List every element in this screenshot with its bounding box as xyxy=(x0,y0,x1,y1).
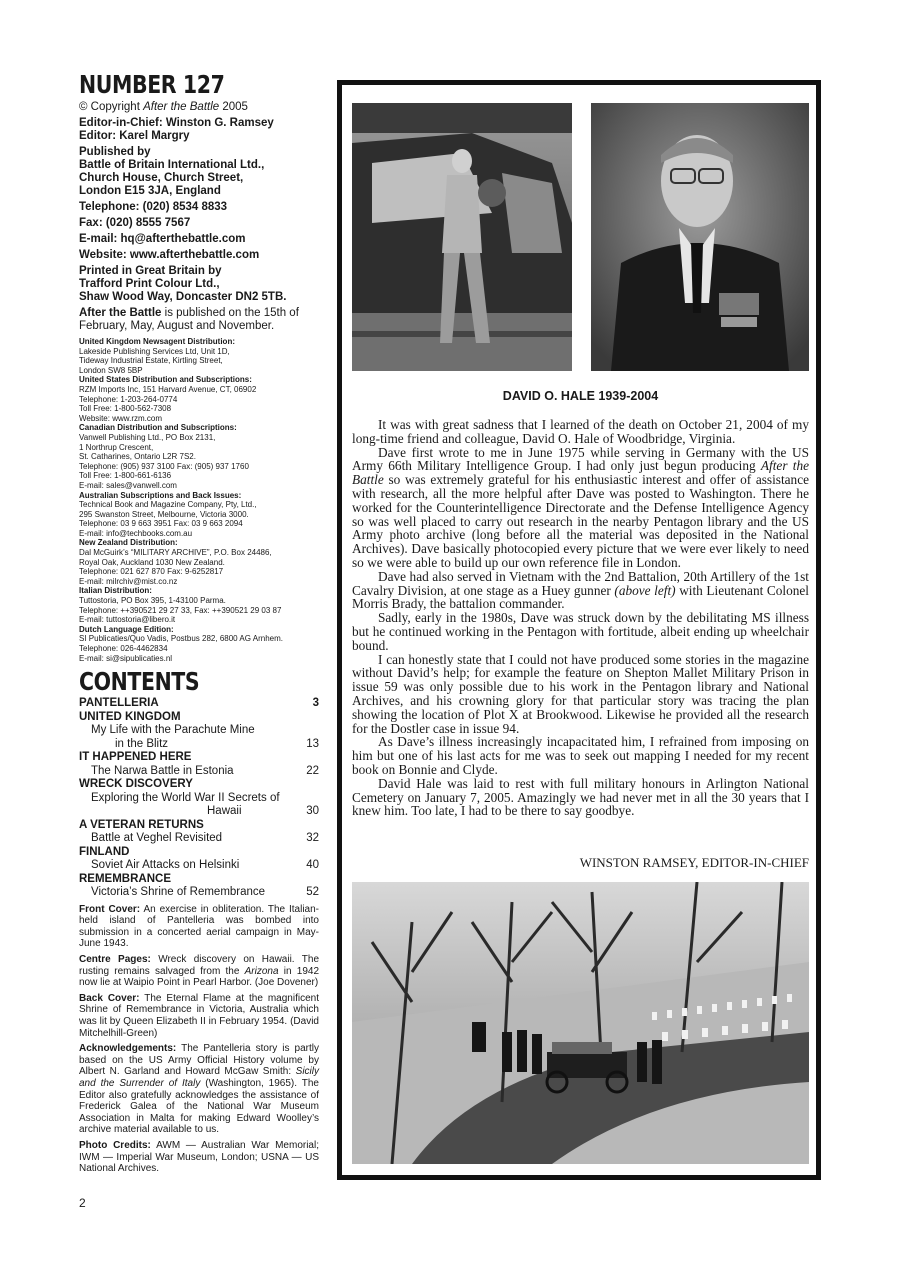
telephone: Telephone: (020) 8534 8833 xyxy=(79,201,228,213)
website: Website: www.afterthebattle.com xyxy=(79,249,260,261)
toc-page: 40 xyxy=(306,859,319,872)
dist-line: 295 Swanston Street, Melbourne, Victoria 3000. xyxy=(79,509,249,519)
contents-title: CONTENTS xyxy=(79,667,200,697)
front-cover-note: Front Cover: An exercise in obliteration. The Italian-held island of Pantelleria was bombed into submission in a concerted aerial campaign in May-June 1943. xyxy=(79,903,319,950)
article-paragraph: I can honestly state that I could not have produced some stories in the magazine without David’s help; for example the feature on Shepton Mallet Military Prison in issue 59 was only possible due to his work in the Pentagon library and National Archives, and his crowning glory for that particular story was tracing the plan showing the location of Plot X at Brookwood. Likewise he provided all the research for the Dostler case in issue 94. xyxy=(352,651,809,736)
dist-line: Dal McGuirk’s “MILITARY ARCHIVE”, P.O. Box 24486, xyxy=(79,548,272,558)
portrait-photo xyxy=(591,103,809,371)
article-paragraph: David Hale was laid to rest with full military honours in Arlington National Cemetery on January 7, 2005. Amazingly we had never met in all the 30 years that I knew him. Too late, I had to be there to say goodbye. xyxy=(352,775,809,819)
dist-line: Tuttostoria, PO Box 395, 1-43100 Parma. xyxy=(79,596,226,606)
dist-line: E-mail: info@techbooks.com.au xyxy=(79,528,193,538)
toc-item[interactable]: Soviet Air Attacks on Helsinki 40 xyxy=(91,859,319,872)
dist-heading: United States Distribution and Subscriptions: xyxy=(79,375,252,385)
dist-line: Telephone: 021 627 870 Fax: 9-6252817 xyxy=(79,567,224,577)
acknowledgements-note: Acknowledgements: The Pantelleria story is partly based on the US Army Official History volume by Albert N. Garland and Howard McGaw Smith: Sicily and the Surrender of Italy (Washington, 1965). The Editor also gratefully acknowledges the assistance of Frederick Galea of the National War Museum Association in Malta for making Edward Woolley’s archive material available to us. xyxy=(79,1043,319,1136)
dist-line: 1 Northrup Crescent, xyxy=(79,442,154,452)
printed-line: Trafford Print Colour Ltd., xyxy=(79,278,220,290)
dist-line: Vanwell Publishing Ltd., PO Box 2131, xyxy=(79,432,216,442)
article-paragraph: Sadly, early in the 1980s, Dave was struck down by the debilitating MS illness but he continued working in the Pentagon with fortitude, albeit ending up wheelchair bound. xyxy=(352,610,809,653)
dist-line: Telephone: 1-203-264-0774 xyxy=(79,394,178,404)
dist-line: Royal Oak, Auckland 1030 New Zealand. xyxy=(79,557,225,567)
table-of-contents xyxy=(79,697,319,900)
dist-heading: United Kingdom Newsagent Distribution: xyxy=(79,337,235,346)
printed-line: Shaw Wood Way, Doncaster DN2 5TB. xyxy=(79,291,287,303)
toc-item[interactable]: Exploring the World War II Secrets of Hawaii 30 xyxy=(91,791,319,818)
photo-caption: DAVID O. HALE 1939-2004 xyxy=(502,389,659,403)
dist-line: Telephone: (905) 937 3100 Fax: (905) 937 1760 xyxy=(79,461,249,471)
toc-page: 3 xyxy=(312,697,319,710)
toc-section: UNITED KINGDOM xyxy=(79,710,181,723)
email: E-mail: hq@afterthebattle.com xyxy=(79,233,246,245)
dist-line: RZM Imports Inc, 151 Harvard Avenue, CT, 06902 xyxy=(79,384,257,394)
printed-line: Printed in Great Britain by xyxy=(79,265,222,277)
article-paragraph: It was with great sadness that I learned of the death on October 21, 2004 of my long-time friend and colleague, David O. Hale of Woodbridge, Virginia. xyxy=(352,417,809,446)
publisher-line: Church House, Church Street, xyxy=(79,172,244,184)
toc-item[interactable]: My Life with the Parachute Mine in the Blitz 13 xyxy=(91,724,319,750)
toc-page: 30 xyxy=(306,805,319,818)
toc-page: 22 xyxy=(306,764,319,777)
dist-heading: Italian Distribution: xyxy=(79,586,152,596)
article-paragraph: As Dave’s illness increasingly incapacitated him, I refrained from imposing on him but one of his last acts for me was to seek out mapping I needed for my recent book on Bonnie and Clyde. xyxy=(352,734,809,777)
helicopter-photo xyxy=(352,103,572,371)
photo-credits-note: Photo Credits: AWM — Australian War Memorial; IWM — Imperial War Museum, London; USNA — US National Archives. xyxy=(79,1139,319,1175)
dist-line: Toll Free: 1-800-562-7308 xyxy=(79,404,172,414)
toc-page: 32 xyxy=(306,832,319,845)
dist-heading: New Zealand Distribution: xyxy=(79,538,178,548)
dist-line: E-mail: si@sipublicaties.nl xyxy=(79,653,173,663)
dist-heading: Canadian Distribution and Subscriptions: xyxy=(79,423,237,433)
funeral-photo xyxy=(352,882,809,1164)
dist-line: Toll Free: 1-800-661-6136 xyxy=(79,471,172,481)
toc-section: IT HAPPENED HERE xyxy=(79,751,192,764)
left-column xyxy=(79,72,319,1179)
published-by: Published by xyxy=(79,146,151,158)
dist-line: Lakeside Publishing Services Ltd, Unit 1D, xyxy=(79,346,230,356)
toc-section: FINLAND xyxy=(79,845,130,858)
toc-section: A VETERAN RETURNS xyxy=(79,818,204,831)
article-paragraph: Dave first wrote to me in June 1975 while serving in Germany with the US Army 66th Military Intelligence Group. I had only just begun producing After the Battle so was extremely grateful for his enthusiastic interest and offer of assistance with research, all the more helpful after Dave was posted to Washington. There he worked for the Counterintelligence Directorate and the Defense Intelligence Agency so was well placed to carry out research in the nearby Pentagon library and the US Army photo archive (long before all the material was deposited in the National Archives). Dave basically photocopied every picture that we were ever likely to need so we were able to build up our own reference file in London. xyxy=(352,444,810,570)
toc-section: REMEMBRANCE xyxy=(79,872,171,885)
tribute-article xyxy=(352,418,809,818)
back-cover-note: Back Cover: The Eternal Flame at the magnificent Shrine of Remembrance in Victoria, Australia which was lit by Queen Elizabeth II in February 1954. (David Mitchelhill-Green) xyxy=(79,992,319,1039)
toc-item[interactable]: The Narwa Battle in Estonia 22 xyxy=(91,764,319,777)
page-number: 2 xyxy=(79,1196,86,1210)
dist-line: St. Catharines, Ontario L2R 7S2. xyxy=(79,452,196,462)
publisher-line: London E15 3JA, England xyxy=(79,185,221,197)
article-paragraph: Dave had also served in Vietnam with the 2nd Battalion, 20th Artillery of the 1st Cavalry Division, at one stage as a Huey gunner (above left) with Lieutenant Colonel Morris Brady, the battalion commander. xyxy=(352,568,809,612)
dist-line: Telephone: ++390521 29 27 33, Fax: ++390521 29 03 87 xyxy=(79,605,282,615)
masthead xyxy=(79,117,319,304)
toc-item[interactable]: Battle at Veghel Revisited 32 xyxy=(91,832,319,845)
dist-heading: Dutch Language Edition: xyxy=(79,624,174,634)
dist-line: Tideway Industrial Estate, Kirtling Street, xyxy=(79,356,223,366)
dist-line: E-mail: sales@vanwell.com xyxy=(79,480,177,490)
toc-section[interactable]: PANTELLERIA 3 xyxy=(79,697,319,710)
issue-title: NUMBER 127 xyxy=(79,70,225,99)
editor: Editor: Karel Margry xyxy=(79,130,190,142)
dist-heading: Australian Subscriptions and Back Issues: xyxy=(79,490,242,500)
dist-line: London SW8 5BP xyxy=(79,365,143,375)
dist-line: Telephone: 026-4462834 xyxy=(79,644,168,653)
dist-line: SI Publicaties/Quo Vadis, Postbus 282, 6800 AG Arnhem. xyxy=(79,634,283,644)
signature: WINSTON RAMSEY, EDITOR-IN-CHIEF xyxy=(579,855,809,870)
fax: Fax: (020) 8555 7567 xyxy=(79,217,191,229)
dist-line: Telephone: 03 9 663 3951 Fax: 03 9 663 2094 xyxy=(79,519,243,529)
editor-in-chief: Editor-in-Chief: Winston G. Ramsey xyxy=(79,117,274,129)
centre-pages-note: Centre Pages: Wreck discovery on Hawaii. The rusting remains salvaged from the Arizona in 1942 now lie at Waipio Point in Pearl Harbor. (Joe Dovener) xyxy=(79,954,320,989)
copyright-line: © Copyright After the Battle 2005 xyxy=(79,101,248,113)
dist-line: E-mail: milrchiv@mist.co.nz xyxy=(79,576,178,586)
publication-schedule: After the Battle is published on the 15th of February, May, August and November. xyxy=(79,307,299,332)
toc-item[interactable]: Victoria’s Shrine of Remembrance 52 xyxy=(91,886,319,899)
dist-line: Website: www.rzm.com xyxy=(79,413,162,423)
cover-notes xyxy=(79,904,319,1175)
toc-section: WRECK DISCOVERY xyxy=(79,778,193,791)
dist-line: E-mail: tuttostoria@libero.it xyxy=(79,615,176,625)
dist-line: Technical Book and Magazine Company, Pty, Ltd., xyxy=(79,500,257,510)
publisher-line: Battle of Britain International Ltd., xyxy=(79,159,265,171)
distribution-list xyxy=(79,337,319,663)
toc-page: 13 xyxy=(306,737,319,750)
toc-page: 52 xyxy=(306,886,319,899)
